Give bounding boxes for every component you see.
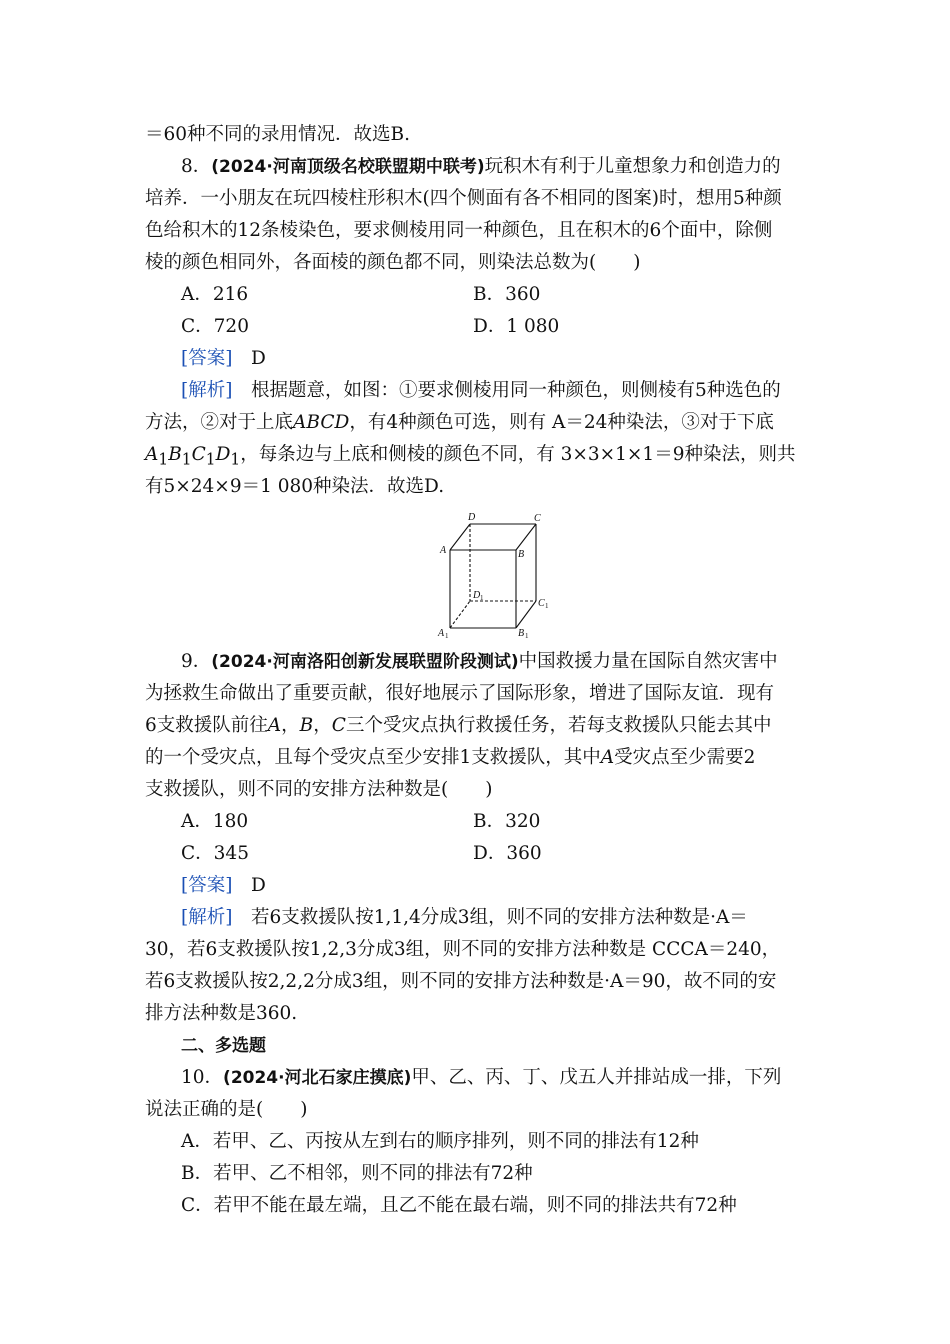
vertex-label: C bbox=[534, 513, 541, 524]
text: ，有4种颜色可选，则有 A＝24种染法，③对于下底 bbox=[349, 412, 774, 433]
question-source: (2024·河南顶级名校联盟期中联考) bbox=[211, 157, 485, 177]
solution-line bbox=[181, 906, 815, 930]
question-number: 10． bbox=[181, 1067, 224, 1088]
vertex-subscript: 1 bbox=[445, 632, 449, 640]
answer-tag: [答案] bbox=[181, 875, 233, 896]
text: 方法，②对于上底 bbox=[145, 412, 294, 433]
math-text: ABCD bbox=[293, 412, 350, 433]
edge bbox=[516, 601, 536, 628]
question-number: 8． bbox=[181, 156, 212, 177]
edge bbox=[450, 524, 470, 550]
option-c: C．720 bbox=[181, 316, 249, 337]
solution-tag: [解析] bbox=[181, 907, 233, 928]
text: 三个受灾点执行救援任务，若每支救援队只能去其中 bbox=[345, 715, 772, 736]
question-source: (2024·河南洛阳创新发展联盟阶段测试) bbox=[211, 652, 519, 672]
vertex-label: D bbox=[473, 590, 481, 601]
hidden-edge bbox=[450, 601, 470, 628]
question-9-line bbox=[181, 650, 815, 674]
subscript: 1 bbox=[158, 450, 169, 469]
text-line: 色给积木的12条棱染色，要求侧棱用同一种颜色，且在积木的6个面中，除侧 bbox=[145, 220, 773, 241]
text: 6支救援队前往 bbox=[145, 715, 268, 736]
vertex-label: A bbox=[438, 628, 445, 639]
text: 的一个受灾点，且每个受灾点至少安排1支救援队，其中 bbox=[145, 747, 601, 768]
math-text: B bbox=[299, 715, 314, 736]
solution-line: 若6支救援队按2,2,2分成3组，则不同的安排方法种数是·A＝90，故不同的安 bbox=[145, 971, 777, 992]
solution-line: 30，若6支救援队按1,2,3分成3组，则不同的安排方法种数是 CCCA＝240， bbox=[145, 939, 781, 960]
question-source: (2024·河北石家庄摸底) bbox=[223, 1068, 412, 1088]
subscript: 1 bbox=[205, 450, 216, 469]
vertex-label: A bbox=[440, 545, 447, 556]
math-text: A bbox=[145, 444, 159, 465]
text-line: ＝60种不同的录用情况．故选B. bbox=[145, 124, 411, 145]
answer-tag: [答案] bbox=[181, 348, 233, 369]
math-text: C bbox=[191, 444, 206, 465]
question-text: 甲、乙、丙、丁、戊五人并排站成一排，下列 bbox=[411, 1067, 782, 1088]
text: ， bbox=[313, 715, 332, 736]
text-line: 说法正确的是( ) bbox=[145, 1099, 308, 1120]
option-c: C．345 bbox=[181, 843, 249, 864]
text-line: 支救援队，则不同的安排方法种数是( ) bbox=[145, 779, 493, 800]
math-text: C bbox=[331, 715, 346, 736]
solution-line bbox=[145, 411, 815, 435]
text-line: 培养．一小朋友在玩四棱柱形积木(四个侧面有各不相同的图案)时，想用5种颜 bbox=[145, 188, 782, 209]
text-line: 为拯救生命做出了重要贡献，很好地展示了国际形象，增进了国际友谊．现有 bbox=[145, 683, 775, 704]
vertex-label: D bbox=[468, 512, 476, 523]
answer-value: D bbox=[250, 875, 266, 896]
subscript: 1 bbox=[230, 450, 241, 469]
question-8-line bbox=[181, 155, 815, 179]
solution-line bbox=[145, 443, 815, 472]
math-text: A bbox=[267, 715, 282, 736]
question-10-line bbox=[181, 1066, 815, 1090]
section-heading: 二、多选题 bbox=[181, 1036, 266, 1056]
question-text: 中国救援力量在国际自然灾害中 bbox=[518, 651, 778, 672]
vertex-label: C bbox=[538, 598, 545, 609]
option-d: D．1 080 bbox=[473, 316, 560, 337]
edge bbox=[516, 524, 536, 550]
option-c: C．若甲不能在最左端，且乙不能在最右端，则不同的排法共有72种 bbox=[181, 1195, 737, 1216]
math-text: D bbox=[215, 444, 231, 465]
answer-value: D bbox=[250, 348, 266, 369]
question-text: 玩积木有利于儿童想象力和创造力的 bbox=[484, 156, 781, 177]
option-d: D．360 bbox=[473, 843, 542, 864]
answer-line bbox=[181, 347, 266, 371]
vertex-label: B bbox=[518, 628, 525, 639]
math-text: B bbox=[168, 444, 182, 465]
solution-text: 若6支救援队按1,1,4分成3组，则不同的安排方法种数是·A＝ bbox=[250, 907, 748, 928]
text: ， bbox=[281, 715, 300, 736]
text-line bbox=[145, 746, 815, 770]
math-text: A bbox=[600, 747, 615, 768]
option-b: B．320 bbox=[473, 811, 541, 832]
solution-line bbox=[181, 379, 815, 403]
option-b: B．若甲、乙不相邻，则不同的排法有72种 bbox=[181, 1163, 533, 1184]
prism-figure bbox=[432, 508, 556, 642]
answer-line bbox=[181, 874, 266, 898]
text: 受灾点至少需要2 bbox=[614, 747, 756, 768]
text-line: 棱的颜色相同外，各面棱的颜色都不同，则染法总数为( ) bbox=[145, 252, 641, 273]
text: ，每条边与上底和侧棱的颜色不同，有 3×3×1×1＝9种染法，则共 bbox=[240, 444, 796, 465]
vertex-subscript: 1 bbox=[525, 632, 529, 640]
solution-tag: [解析] bbox=[181, 380, 233, 401]
vertex-subscript: 1 bbox=[480, 594, 484, 602]
vertex-subscript: 1 bbox=[545, 602, 549, 610]
subscript: 1 bbox=[181, 450, 192, 469]
option-a: A．180 bbox=[181, 811, 249, 832]
text-line bbox=[145, 714, 815, 738]
option-b: B．360 bbox=[473, 284, 541, 305]
solution-text: 根据题意，如图：①要求侧棱用同一种颜色，则侧棱有5种选色的 bbox=[250, 380, 781, 401]
solution-line: 排方法种数是360. bbox=[145, 1003, 298, 1024]
solution-line: 有5×24×9＝1 080种染法．故选D. bbox=[145, 476, 445, 497]
option-a: A．216 bbox=[181, 284, 249, 305]
question-number: 9． bbox=[181, 651, 212, 672]
vertex-label: B bbox=[518, 549, 525, 560]
option-a: A．若甲、乙、丙按从左到右的顺序排列，则不同的排法有12种 bbox=[181, 1131, 699, 1152]
